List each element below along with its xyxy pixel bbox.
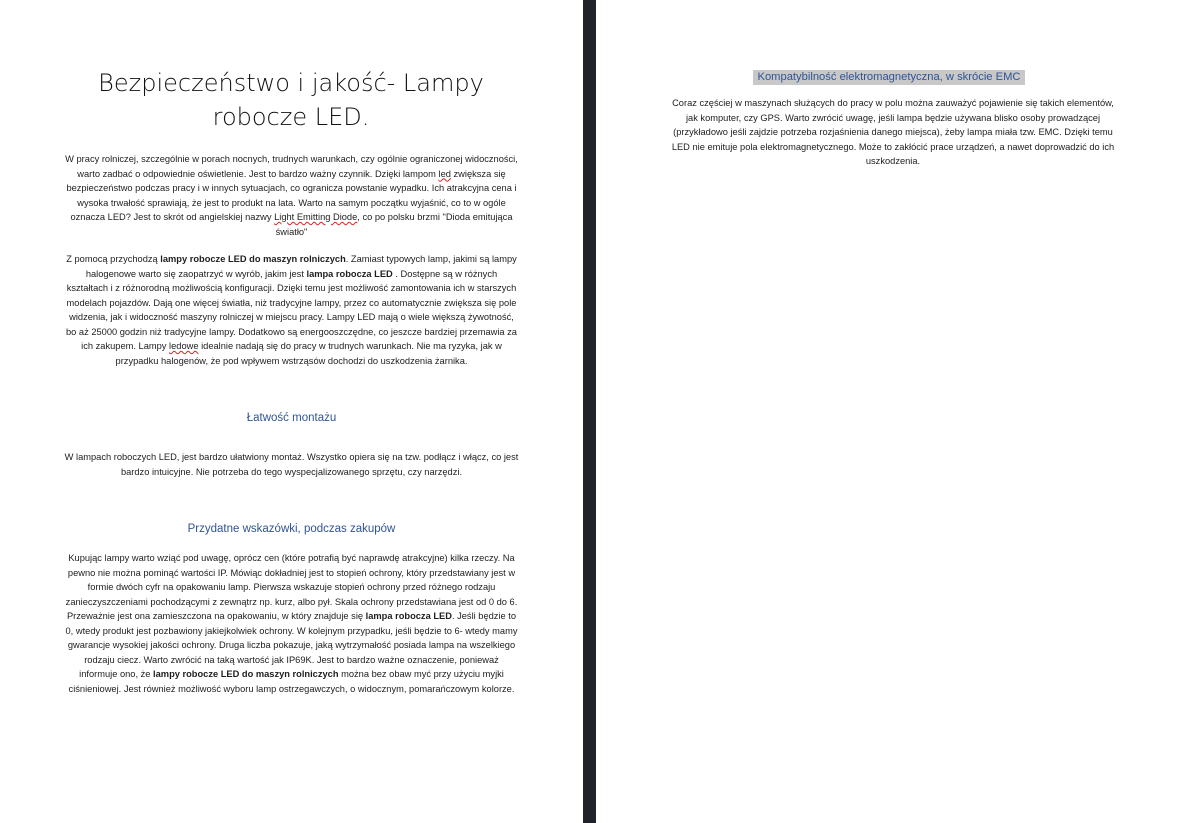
mounting-paragraph: W lampach roboczych LED, jest bardzo ułatwiony montaż. Wszystko opiera się na tzw. podłącz i włącz, co jest bardzo intuicyjne. Nie potrzeba do tego wyspecjalizowanego sprzętu, czy narzędzi. <box>64 452 519 477</box>
page-gutter <box>583 0 596 823</box>
heading-mounting: Łatwość montażu <box>246 412 337 424</box>
text-run: W pracy rolniczej, szczególnie w porach nocnych, trudnych warunkach, czy ogólnie ograniczonej widoczności, warto zadbać o odpowiednie oświetlenie. Jest to bardzo ważny czynnik. Dzięki lampom <box>65 154 518 179</box>
misspelled-word: Light Emitting Diode <box>274 212 358 222</box>
text-run: można bez obaw myć przy użyciu myjki ciśnieniowej. Jest również możliwość wyboru lamp ostrzegawczych, o widocznym, pomarańczowym kolorze. <box>68 669 515 694</box>
emc-paragraph: Coraz częściej w maszynach służących do pracy w polu można zauważyć pojawienie się takich elementów, jak komputer, czy GPS. Warto zwrócić uwagę, jeśli lampa będzie używana blisko osoby prowadzącej (przykładowo jeśli zajdzie potrzeba rozjaśnienia danego miejsca), żeby lampa miała tzw. EMC. Dzięki temu LED nie emituje pola elektromagnetycznego. Może to zakłócić prace urządzeń, a nawet doprowadzić do ich uszkodzenia. <box>671 98 1115 166</box>
text-run: , co po polsku brzmi "Dioda emitująca światło" <box>275 212 513 237</box>
heading-emc-container <box>596 67 1182 85</box>
text-run: Kupując lampy warto wziąć pod uwagę, oprócz cen (które potrafią być naprawdę atrakcyjne) kilka rzeczy. Na pewno nie można pominąć wartości IP. Mówiąc dokładniej jest to stopień ochrony, który przedstawiany jest w formie dwóch cyfr na opakowaniu lamp. Pierwsza wskazuje stopień ochrony przed różnego rodzaju zanieczyszczeniami pochodzącymi z zewnątrz np. kurz, albo pył. Skala ochrony przedstawiana jest od 0 do 6. Przeważnie jest ona zamieszczona na opakowaniu, w który znajduje się <box>65 553 518 621</box>
intro-paragraph <box>64 152 519 239</box>
misspelled-word: ledowe <box>169 341 199 351</box>
text-run: . Jeśli będzie to 0, wtedy produkt jest pozbawiony jakiejkolwiek ochrony. W kolejnym przypadku, jeśli będzie to 6- wtedy mamy gwarancje wysokiej jakości ochrony. Druga liczba pokazuje, jaką wytrzymałość posiada lampa na wszelkiego rodzaju ciecz. Warto zwrócić na taką wartość jak IP69K. Jest to bardzo ważne oznaczenie, ponieważ informuje ono, że <box>65 611 518 679</box>
text-run: . Zamiast typowych lamp, jakimi są lampy halogenowe warto się zaopatrzyć w wyrób, jakim jest <box>85 254 517 279</box>
led-benefits-paragraph <box>64 252 519 368</box>
text-run: . Dostępne są w różnych kształtach i z różnorodną możliwością konfiguracji. Dzięki temu jest możliwość zamontowania ich w starszych modelach pojazdów. Dają one więcej światła, niż tradycyjne lampy, przez co automatycznie zwiększa się pole widzenia, jak i widoczność maszyny rolniczej w miejscu pracy. Lampy LED mają o wiele większą żywotność, bo aż 25000 godzin niż tradycyjne lampy. Dodatkowo są energooszczędne, co jeszcze bardziej przemawia za ich zakupem. Lampy <box>66 268 517 351</box>
bold-text: lampa robocza LED <box>306 268 393 279</box>
bold-text: lampy robocze LED do maszyn rolniczych <box>160 254 346 264</box>
heading-purchase-tips: Przydatne wskazówki, podczas zakupów <box>187 523 396 535</box>
text-run: zwiększa się bezpieczeństwo podczas pracy i w innych sytuacjach, co ogranicza powstanie wypadku. Ich atrakcyjna cena i wysoka trwałość sprawiają, że jest to produkt na lata. Warto na samym początku wyjaśnić, co to w ogóle oznacza LED? Jest to skrót od angielskiej nazwy <box>66 168 517 222</box>
document-title: Bezpieczeństwo i jakość- Lampy robocze LED. <box>98 69 484 131</box>
text-run: Z pomocą przychodzą <box>66 254 161 264</box>
bold-text: lampa robocza LED <box>365 611 452 621</box>
misspelled-word: led <box>438 168 451 179</box>
text-run: idealnie nadają się do pracy w trudnych warunkach. Nie ma ryzyka, jak w przypadku halogenów, że pod wpływem wstrząsów dochodzi do uszkodzenia żarnika. <box>115 341 502 366</box>
bold-text: lampy robocze LED do maszyn rolniczych <box>153 669 339 679</box>
heading-emc: Kompatybilność elektromagnetyczna, w skrócie EMC <box>753 70 1024 85</box>
purchase-tips-paragraph <box>64 551 519 696</box>
